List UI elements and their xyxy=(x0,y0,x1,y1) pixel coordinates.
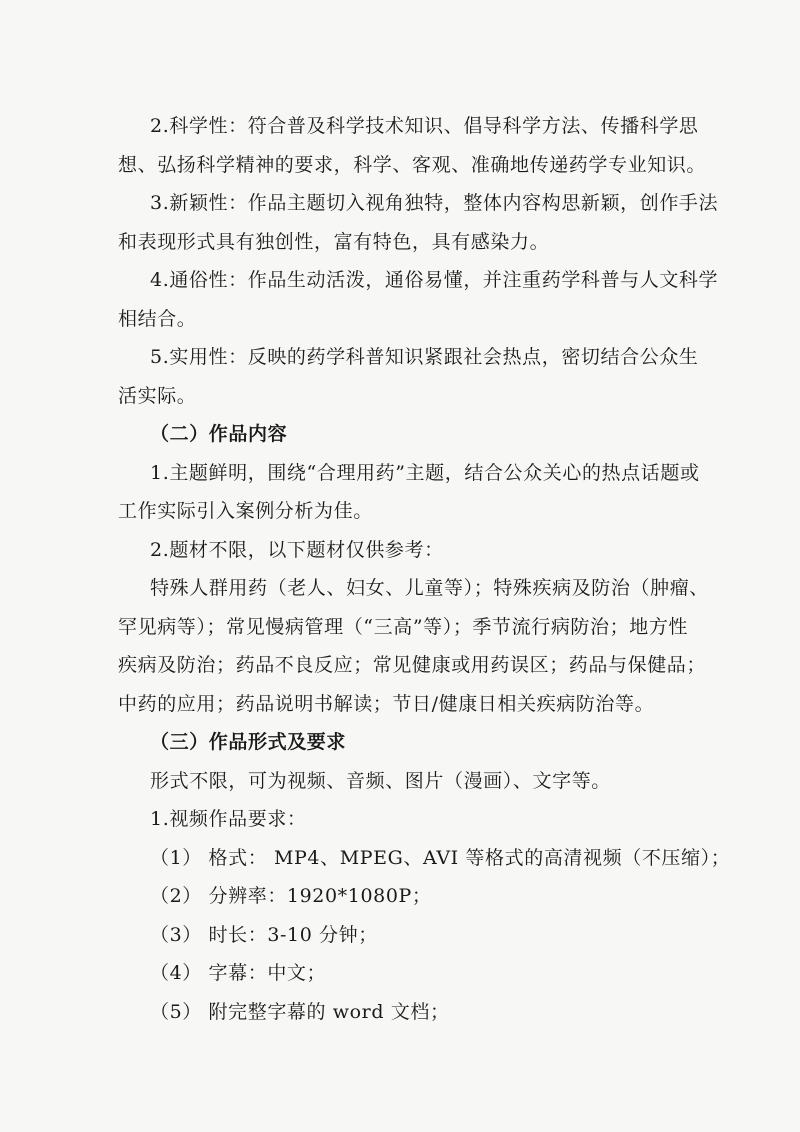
video-req-word-doc: （5） 附完整字幕的 word 文档； xyxy=(150,1001,450,1023)
criterion-practical-cont: 活实际。 xyxy=(118,385,197,407)
criterion-scientific: 2.科学性：符合普及科学技术知识、倡导科学方法、传播科学思 xyxy=(150,115,699,137)
video-req-format: （1） 格式： MP4、MPEG、AVI 等格式的高清视频（不压缩）； xyxy=(150,847,731,869)
video-req-duration: （3） 时长：3-10 分钟； xyxy=(150,924,378,946)
content-theme: 1.主题鲜明，围绕“合理用药”主题，结合公众关心的热点话题或 xyxy=(150,462,700,484)
video-requirements-title: 1.视频作品要求： xyxy=(150,808,307,830)
format-intro: 形式不限，可为视频、音频、图片（漫画）、文字等。 xyxy=(150,770,611,792)
video-req-resolution: （2） 分辨率：1920*1080P； xyxy=(150,885,432,907)
criterion-popular: 4.通俗性：作品生动活泼，通俗易懂，并注重药学科普与人文科学 xyxy=(150,269,719,291)
criterion-novelty-cont: 和表现形式具有独创性，富有特色，具有感染力。 xyxy=(118,231,550,253)
section-heading-content: （二）作品内容 xyxy=(150,423,288,445)
section-heading-format: （三）作品形式及要求 xyxy=(150,731,347,753)
criterion-scientific-cont: 想、弘扬科学精神的要求，科学、客观、准确地传递药学专业知识。 xyxy=(118,154,707,176)
criterion-popular-cont: 相结合。 xyxy=(118,308,197,330)
content-theme-cont: 工作实际引入案例分析为佳。 xyxy=(118,500,373,522)
video-req-subtitles: （4） 字幕：中文； xyxy=(150,962,327,984)
criterion-novelty: 3.新颖性：作品主题切入视角独特，整体内容构思新颖，创作手法 xyxy=(150,192,719,214)
topics-list-3: 疾病及防治；药品不良反应；常见健康或用药误区；药品与保健品； xyxy=(118,654,707,676)
criterion-practical: 5.实用性：反映的药学科普知识紧跟社会热点，密切结合公众生 xyxy=(150,346,699,368)
content-topics: 2.题材不限，以下题材仅供参考： xyxy=(150,539,444,561)
topics-list-1: 特殊人群用药（老人、妇女、儿童等）；特殊疾病及防治（肿瘤、 xyxy=(150,577,709,599)
topics-list-4: 中药的应用；药品说明书解读；节日/健康日相关疾病防治等。 xyxy=(118,693,655,715)
topics-list-2: 罕见病等）；常见慢病管理（“三高”等）；季节流行病防治；地方性 xyxy=(118,616,689,638)
